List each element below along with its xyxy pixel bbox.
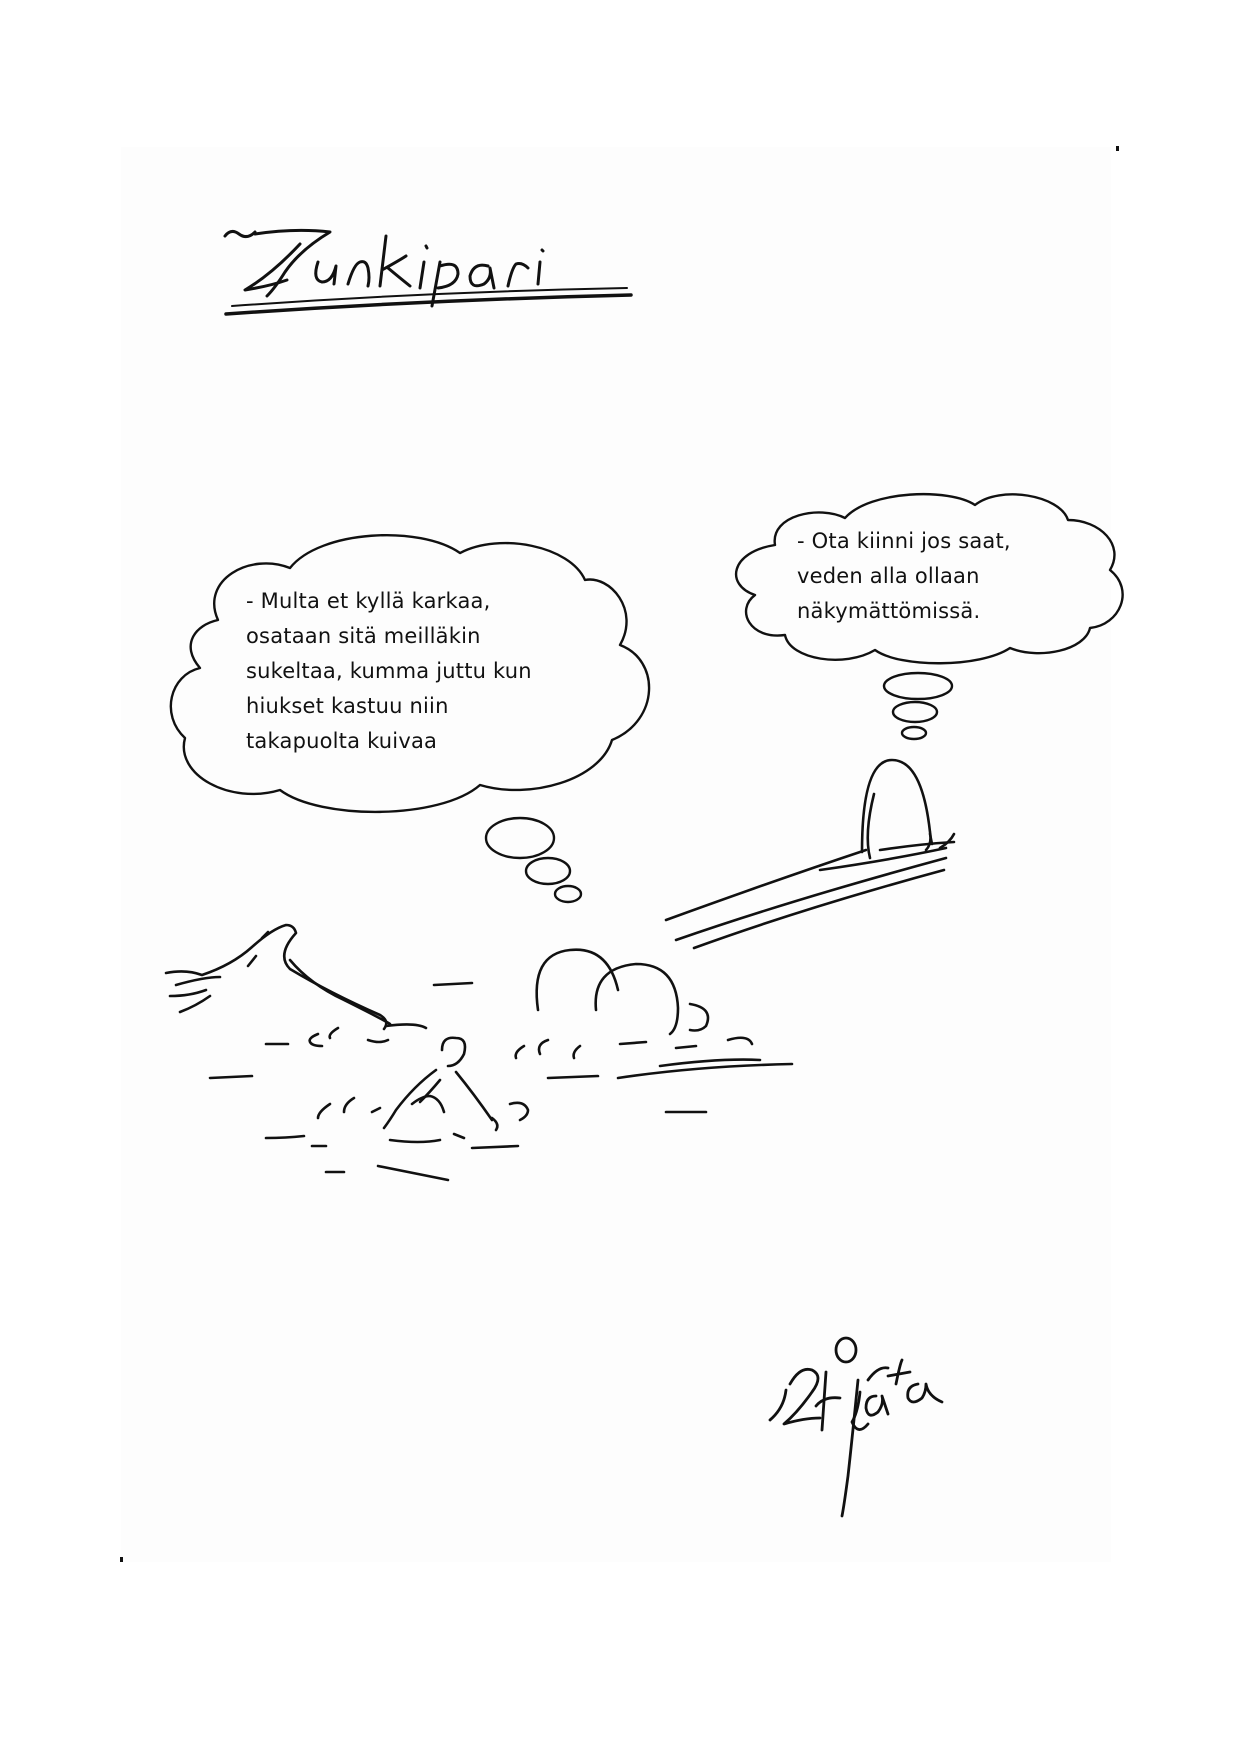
bubble-left-line-4: hiukset kastuu niin: [246, 694, 449, 718]
thought-bubble-right-text: [797, 524, 1011, 629]
bubble-left-line-5: takapuolta kuivaa: [246, 729, 438, 753]
bubble-right-line-1: - Ota kiinni jos saat,: [797, 529, 1011, 553]
bubble-right-line-2: veden alla ollaan: [797, 564, 980, 588]
bubble-left-line-3: sukeltaa, kumma juttu kun: [246, 659, 532, 683]
title-handwriting: [225, 230, 631, 314]
diver-legs: [666, 760, 954, 948]
swimmer-humps: [537, 950, 708, 1034]
bubble-left-line-2: osataan sitä meilläkin: [246, 624, 481, 648]
bubble-left-line-1: - Multa et kyllä karkaa,: [246, 589, 491, 613]
signature: [770, 1338, 942, 1516]
swimmer-reaching: [166, 925, 426, 1029]
water-ripples: [210, 983, 792, 1180]
swimmer-front: [384, 1038, 492, 1128]
thought-bubble-left-text: [246, 584, 532, 759]
bubble-right-line-3: näkymättömissä.: [797, 599, 981, 623]
